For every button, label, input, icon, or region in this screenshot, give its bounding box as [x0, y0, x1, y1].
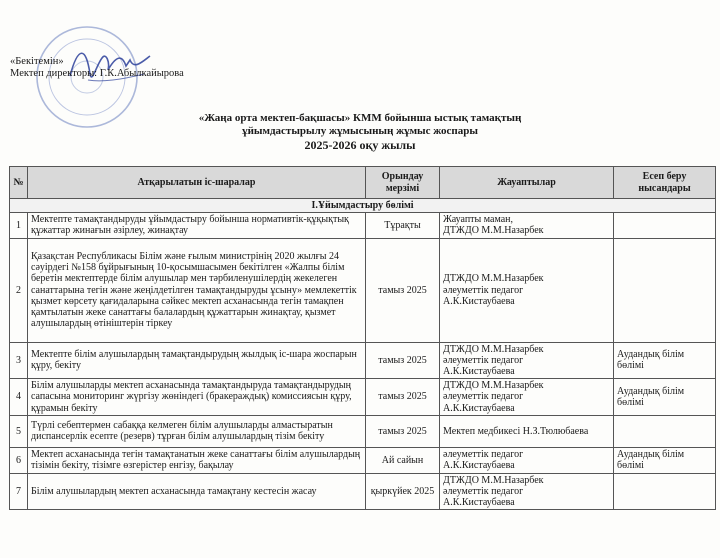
row-responsible: [440, 342, 614, 379]
row-report: [614, 415, 716, 447]
approval-block: [10, 56, 184, 80]
row-report: Аудандық білім бөлімі: [614, 379, 716, 416]
row-responsible: [440, 213, 614, 238]
row-report: Аудандық білім бөлімі: [614, 447, 716, 473]
header-activities: Атқарылатын іс-шаралар: [28, 167, 366, 199]
table-row: [10, 342, 716, 379]
header-deadline: Орындау мерзімі: [366, 167, 440, 199]
responsible-line: А.К.Кистаубаева: [443, 460, 515, 472]
row-activity: Түрлі себептермен сабаққа келмеген білім алушыларды алмастыратын диспансерлік есепте (резерв) тұрған білім алушылардың тізім бекіту: [28, 415, 366, 447]
responsible-line: А.К.Кистаубаева: [443, 366, 515, 378]
responsible-line: ДТЖДО М.М.Назарбек: [443, 343, 544, 355]
document-title-line-2: ұйымдастырылу жұмысының жұмыс жоспары: [242, 125, 478, 137]
table-row: [10, 238, 716, 342]
table-row: [10, 473, 716, 510]
responsible-line: әлеуметтік педагог: [443, 486, 524, 498]
row-responsible: [440, 447, 614, 473]
table-row: [10, 213, 716, 238]
row-deadline: Тұрақты: [366, 213, 440, 238]
row-deadline: Ай сайын: [366, 447, 440, 473]
row-number: 2: [10, 238, 28, 342]
row-activity: Мектепте білім алушылардың тамақтандырудың жылдық іс-шара жоспарын құру, бекіту: [28, 342, 366, 379]
header-num: №: [10, 167, 28, 199]
row-number: 1: [10, 213, 28, 238]
row-report: Аудандық білім бөлімі: [614, 342, 716, 379]
row-deadline: қыркүйек 2025: [366, 473, 440, 510]
row-number: 7: [10, 473, 28, 510]
row-activity: Білім алушылардың мектеп асханасында тамақтану кестесін жасау: [28, 473, 366, 510]
approval-label: «Бекітемін»: [10, 56, 64, 67]
responsible-line: әлеуметтік педагог: [443, 354, 524, 366]
row-activity: Білім алушыларды мектеп асханасында тамақтандыруда тамақтандырудың сапасына мониторинг жүргізу жөніндегі (бракераждық) комиссиясын құру, құрамын бекіту: [28, 379, 366, 416]
row-number: 3: [10, 342, 28, 379]
row-number: 4: [10, 379, 28, 416]
table-row: [10, 379, 716, 416]
row-report: [614, 213, 716, 238]
responsible-line: Мектеп медбикесі Н.З.Тюлюбаева: [443, 425, 589, 437]
responsible-line: әлеуметтік педагог: [443, 284, 524, 296]
responsible-line: ДТЖДО М.М.Назарбек: [443, 474, 544, 486]
row-activity: Қазақстан Республикасы Білім және ғылым министрінің 2020 жылғы 24 сәуірдегі №158 бұйрығының 10-қосымшасымен бекітілген «Жалпы білім беретін мектептерде білім алушылар мен тәрбиленушілердің жекелеген санаттарына тегін және жеңілдетілген тамақтандыруды ұсыну» мемлекеттік қызмет көрсету қағидаларына сәйкес мектеп асханасында тегін тамақпен қамтылатын жеке санаттағы балалардың құжаттарын жинақтау, қызмет алушылардың өтініштерін тіркеу: [28, 238, 366, 342]
plan-table: [9, 166, 716, 510]
responsible-line: ДТЖДО М.М.Назарбек: [443, 380, 544, 392]
header-responsible: Жауаптылар: [440, 167, 614, 199]
responsible-line: А.К.Кистаубаева: [443, 295, 515, 307]
responsible-line: ДТЖДО М.М.Назарбек: [443, 225, 544, 237]
responsible-line: Жауапты маман,: [443, 214, 514, 226]
row-report: [614, 473, 716, 510]
row-activity: Мектеп асханасында тегін тамақтанатын жеке санаттағы білім алушылардың тізімін бекіту, тізімге өзгерістер енгізу, бақылау: [28, 447, 366, 473]
row-deadline: тамыз 2025: [366, 379, 440, 416]
header-report: Есеп беру нысандары: [614, 167, 716, 199]
row-deadline: тамыз 2025: [366, 238, 440, 342]
row-number: 5: [10, 415, 28, 447]
row-responsible: [440, 415, 614, 447]
academic-year: 2025-2026 оқу жылы: [304, 138, 416, 152]
row-deadline: тамыз 2025: [366, 342, 440, 379]
responsible-line: әлеуметтік педагог: [443, 391, 524, 403]
row-number: 6: [10, 447, 28, 473]
row-deadline: тамыз 2025: [366, 415, 440, 447]
director-line: Мектеп директоры: Г.К.Абылкайырова: [10, 68, 184, 79]
responsible-line: А.К.Кистаубаева: [443, 497, 515, 509]
table-row: [10, 415, 716, 447]
document-title-line-1: «Жаңа орта мектеп-бақшасы» КММ бойынша ыстық тамақтың: [198, 112, 522, 124]
section-title: І.Ұйымдастыру бөлімі: [10, 199, 716, 213]
row-report: [614, 238, 716, 342]
table-row: [10, 447, 716, 473]
table-header-row: [10, 167, 716, 199]
row-responsible: [440, 379, 614, 416]
responsible-line: әлеуметтік педагог: [443, 449, 524, 461]
row-responsible: [440, 238, 614, 342]
responsible-line: А.К.Кистаубаева: [443, 402, 515, 414]
row-responsible: [440, 473, 614, 510]
row-activity: Мектепте тамақтандыруды ұйымдастыру бойынша нормативтік-құқықтық құжаттар жинағын әзірлеу, жинақтау: [28, 213, 366, 238]
responsible-line: ДТЖДО М.М.Назарбек: [443, 273, 544, 285]
section-row: [10, 199, 716, 213]
